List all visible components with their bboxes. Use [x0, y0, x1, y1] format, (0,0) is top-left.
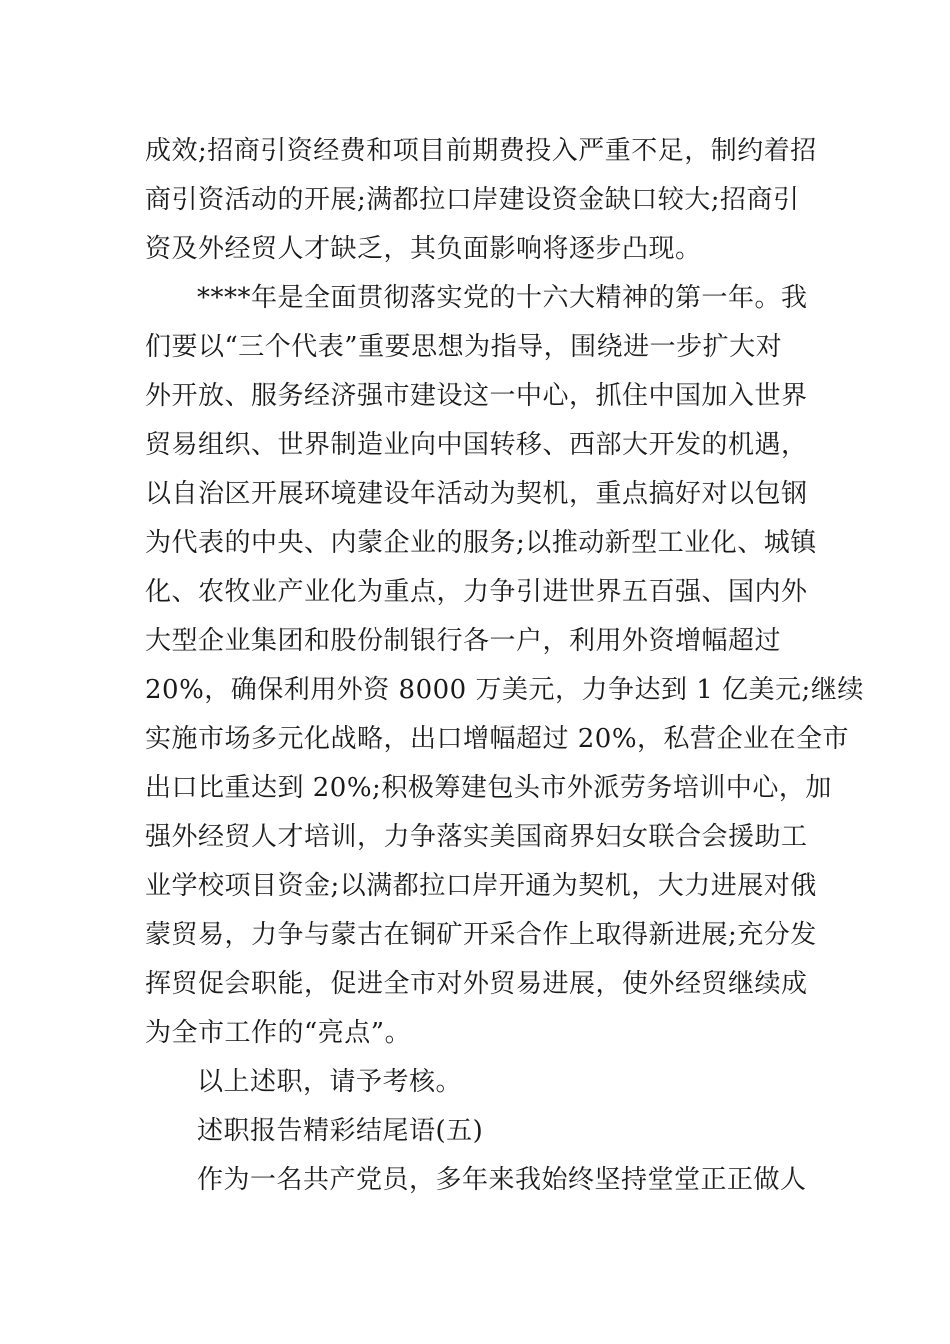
text-line: 以自治区开展环境建设年活动为契机，重点搞好对以包钢 — [145, 479, 808, 509]
text-line: 出口比重达到 20%;积极筹建包头市外派劳务培训中心，加 — [145, 773, 832, 803]
text-line: 业学校项目资金;以满都拉口岸开通为契机，大力进展对俄 — [145, 871, 817, 901]
section-heading: 述职报告精彩结尾语(五) — [197, 1116, 484, 1146]
text-line: 们要以“三个代表”重要思想为指导，围绕进一步扩大对 — [145, 332, 783, 362]
text-line: 实施市场多元化战略，出口增幅超过 20%，私营企业在全市 — [145, 724, 850, 754]
text-line: 成效;招商引资经费和项目前期费投入严重不足，制约着招 — [145, 136, 817, 166]
text-line: 大型企业集团和股份制银行各一户，利用外资增幅超过 — [145, 626, 782, 656]
text-line: ****年是全面贯彻落实党的十六大精神的第一年。我 — [197, 283, 808, 313]
text-line: 蒙贸易，力争与蒙古在铜矿开采合作上取得新进展;充分发 — [145, 920, 817, 950]
text-line: 为全市工作的“亮点”。 — [145, 1018, 412, 1048]
text-line: 以上述职，请予考核。 — [197, 1067, 463, 1097]
text-line: 挥贸促会职能，促进全市对外贸易进展，使外经贸继续成 — [145, 969, 808, 999]
text-line: 强外经贸人才培训，力争落实美国商界妇女联合会援助工 — [145, 822, 808, 852]
text-line: 资及外经贸人才缺乏，其负面影响将逐步凸现。 — [145, 234, 702, 264]
text-line: 为代表的中央、内蒙企业的服务;以推动新型工业化、城镇 — [145, 528, 817, 558]
text-line: 外开放、服务经济强市建设这一中心，抓住中国加入世界 — [145, 381, 808, 411]
text-line: 20%，确保利用外资 8000 万美元，力争达到 1 亿美元;继续 — [145, 675, 864, 705]
text-line: 作为一名共产党员，多年来我始终坚持堂堂正正做人 — [197, 1165, 807, 1195]
text-line: 贸易组织、世界制造业向中国转移、西部大开发的机遇， — [145, 430, 808, 460]
text-line: 商引资活动的开展;满都拉口岸建设资金缺口较大;招商引 — [145, 185, 800, 215]
text-line: 化、农牧业产业化为重点，力争引进世界五百强、国内外 — [145, 577, 808, 607]
